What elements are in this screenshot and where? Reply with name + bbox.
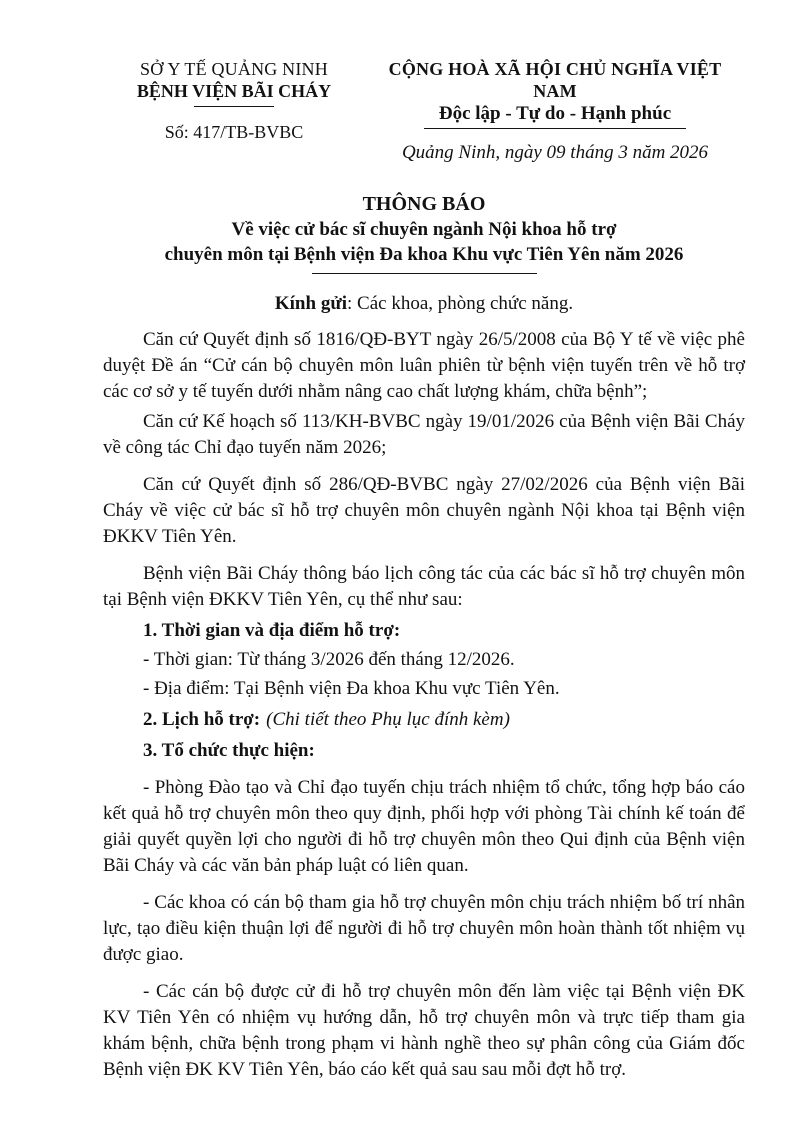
section-3-heading: 3. Tổ chức thực hiện: (143, 740, 315, 761)
salutation-recipients: : Các khoa, phòng chức năng. (347, 293, 574, 314)
issuing-department: SỞ Y TẾ QUẢNG NINH (140, 59, 328, 79)
document-title-block (103, 191, 745, 274)
section-2-heading-line (143, 707, 745, 733)
org-underline-rule (194, 106, 274, 107)
basis-paragraph-1: Căn cứ Quyết định số 1816/QĐ-BYT ngày 26/5/2008 của Bộ Y tế về việc phê duyệt Đề án “Cử cán bộ chuyên môn luân phiên từ bệnh viện tuyến trên về hỗ trợ các cơ sở y tế tuyến dưới nhằm nâng cao chất lượng khám, chữa bệnh”; (103, 329, 745, 402)
document-header (103, 58, 745, 164)
salutation-line (103, 291, 745, 316)
basis-paragraph-2: Căn cứ Kế hoạch số 113/KH-BVBC ngày 19/01/2026 của Bệnh viện Bãi Cháy về công tác Chỉ đạo tuyến năm 2026; (103, 411, 745, 458)
section-1-item-time: - Thời gian: Từ tháng 3/2026 đến tháng 12/2026. (143, 649, 515, 670)
basis-paragraph-3: Căn cứ Quyết định số 286/QĐ-BVBC ngày 27/02/2026 của Bệnh viện Bãi Cháy về việc cử bác sĩ hỗ trợ chuyên môn chuyên ngành Nội khoa tại Bệnh viện ĐKKV Tiên Yên. (103, 474, 745, 547)
announcement-paragraph: Bệnh viện Bãi Cháy thông báo lịch công tác của các bác sĩ hỗ trợ chuyên môn tại Bệnh viện ĐKKV Tiên Yên, cụ thể như sau: (103, 563, 745, 610)
section-2-heading: 2. Lịch hỗ trợ: (143, 709, 261, 730)
section-1-item-location: - Địa điểm: Tại Bệnh viện Đa khoa Khu vực Tiên Yên. (143, 678, 560, 699)
title-underline-rule (312, 273, 537, 274)
document-subtitle-line1: Về việc cử bác sĩ chuyên ngành Nội khoa hỗ trợ (231, 219, 617, 240)
national-motto: Độc lập - Tự do - Hạnh phúc (438, 103, 672, 124)
issuing-hospital: BỆNH VIỆN BÃI CHÁY (136, 81, 332, 101)
national-heading-block (365, 58, 745, 164)
section-3-paragraph-2: - Các khoa có cán bộ tham gia hỗ trợ chuyên môn chịu trách nhiệm bố trí nhân lực, tạo điều kiện thuận lợi để người đi hỗ trợ chuyên môn hoàn thành tốt nhiệm vụ được giao. (103, 892, 745, 965)
document-title: THÔNG BÁO (362, 193, 486, 215)
motto-underline-rule (424, 128, 686, 129)
issuing-org-block (103, 58, 365, 143)
salutation-label: Kính gửi (274, 293, 347, 314)
country-title: CỘNG HOÀ XÃ HỘI CHỦ NGHĨA VIỆT NAM (388, 59, 722, 101)
place-date-line: Quảng Ninh, ngày 09 tháng 3 năm 2026 (401, 142, 709, 163)
document-body (103, 327, 745, 1083)
section-1-heading: 1. Thời gian và địa điểm hỗ trợ: (143, 620, 401, 641)
section-3-paragraph-3: - Các cán bộ được cử đi hỗ trợ chuyên môn đến làm việc tại Bệnh viện ĐK KV Tiên Yên có nhiệm vụ hướng dẫn, hỗ trợ chuyên môn và trực tiếp tham gia khám bệnh, chữa bệnh trong phạm vi hành nghề theo sự phân công của Giám đốc Bệnh viện ĐK KV Tiên Yên, báo cáo kết quả sau sau mỗi đợt hỗ trợ. (103, 981, 745, 1080)
document-number: Số: 417/TB-BVBC (164, 122, 304, 142)
section-2-note: (Chi tiết theo Phụ lục đính kèm) (266, 709, 510, 730)
document-subtitle-line2: chuyên môn tại Bệnh viện Đa khoa Khu vực Tiên Yên năm 2026 (164, 244, 684, 265)
section-3-paragraph-1: - Phòng Đào tạo và Chỉ đạo tuyến chịu trách nhiệm tổ chức, tổng hợp báo cáo kết quả hỗ trợ chuyên môn theo quy định, phối hợp với phòng Tài chính kế toán để giải quyết quyền lợi cho người đi hỗ trợ chuyên môn theo Qui định của Bệnh viện Bãi Cháy và các văn bản pháp luật có liên quan. (103, 777, 745, 876)
